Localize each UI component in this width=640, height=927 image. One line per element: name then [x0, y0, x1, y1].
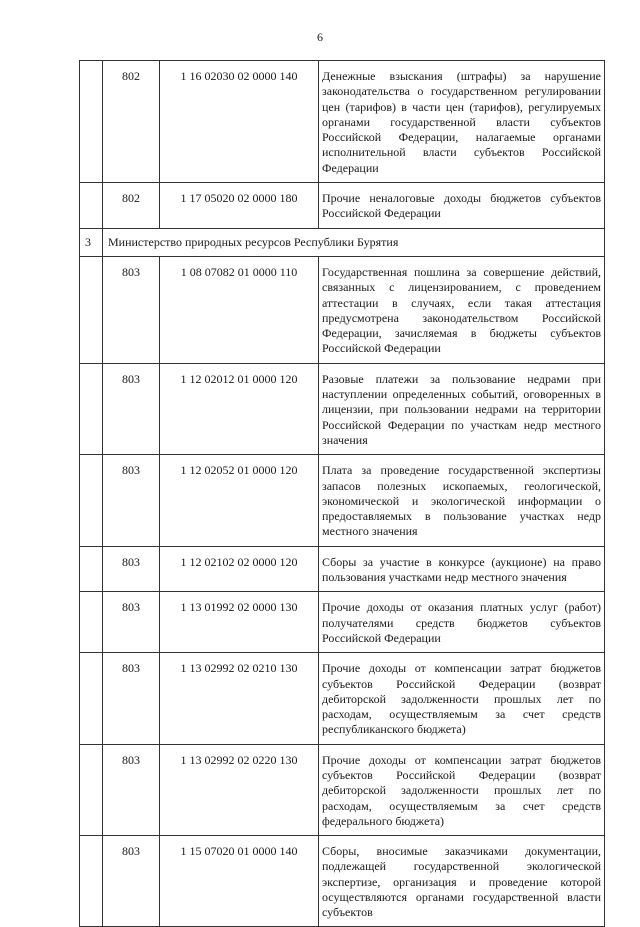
- row-number: [80, 61, 103, 183]
- budget-classification-code: 1 12 02012 01 0000 120: [160, 363, 319, 454]
- budget-classification-code: 1 13 02992 02 0220 130: [160, 744, 319, 835]
- revenue-codes-table: [79, 60, 605, 927]
- revenue-description: Сборы, вносимые заказчиками документации, подлежащей государственной экологической экспертизе, организация и проведение которой осуществляются органами государственной власти субъектов: [319, 836, 605, 926]
- row-number: [80, 653, 103, 744]
- revenue-description: Государственная пошлина за совершение действий, связанных с лицензированием, с проведением аттестации в случаях, если такая аттестация предусмотрена законодательством Российской Федерации, зачисляемая в бюджеты субъектов Российской Федерации: [319, 256, 605, 363]
- row-number: [80, 363, 103, 454]
- organization-row: [80, 228, 605, 256]
- admin-code: 803: [103, 363, 160, 454]
- table-row: [80, 592, 605, 653]
- revenue-description: Плата за проведение государственной экспертизы запасов полезных ископаемых, геологической, экономической и экологической информации о предоставляемых в пользование участках недр местного значения: [319, 455, 605, 546]
- revenue-description: Прочие доходы от оказания платных услуг (работ) получателями средств бюджетов субъектов Российской Федерации: [319, 592, 605, 653]
- admin-code: 803: [103, 546, 160, 592]
- budget-classification-code: 1 12 02102 02 0000 120: [160, 546, 319, 592]
- admin-code: 803: [103, 256, 160, 363]
- budget-classification-code: 1 08 07082 01 0000 110: [160, 256, 319, 363]
- admin-code: 803: [103, 744, 160, 835]
- row-number: [80, 546, 103, 592]
- table-row: [80, 744, 605, 835]
- revenue-description: Прочие доходы от компенсации затрат бюджетов субъектов Российской Федерации (возврат дебиторской задолженности прошлых лет по расходам, осуществляемым за счет средств республиканского бюджета): [319, 653, 605, 744]
- budget-classification-code: 1 15 07020 01 0000 140: [160, 836, 319, 926]
- table-row: [80, 183, 605, 229]
- budget-classification-code: 1 17 05020 02 0000 180: [160, 183, 319, 229]
- row-number: [80, 744, 103, 835]
- row-number: [80, 256, 103, 363]
- table-row: [80, 61, 605, 183]
- table-row: [80, 363, 605, 454]
- budget-classification-code: 1 13 01992 02 0000 130: [160, 592, 319, 653]
- budget-classification-code: 1 13 02992 02 0210 130: [160, 653, 319, 744]
- revenue-description: Разовые платежи за пользование недрами при наступлении определенных событий, оговоренных в лицензии, при пользовании недрами на территории Российской Федерации по участкам недр местного значения: [319, 363, 605, 454]
- page-number: 6: [317, 30, 323, 44]
- admin-code: 803: [103, 836, 160, 926]
- budget-classification-code: 1 16 02030 02 0000 140: [160, 61, 319, 183]
- revenue-description: Денежные взыскания (штрафы) за нарушение законодательства о государственном регулировании цен (тарифов) в части цен (тарифов), регулируемых органами государственной власти субъектов Российской Федерации, налагаемые органами исполнительной власти субъектов Российской Федерации: [319, 61, 605, 183]
- organization-name: Министерство природных ресурсов Республики Бурятия: [103, 228, 605, 256]
- admin-code: 803: [103, 592, 160, 653]
- revenue-description: Прочие неналоговые доходы бюджетов субъектов Российской Федерации: [319, 183, 605, 229]
- admin-code: 803: [103, 455, 160, 546]
- budget-classification-code: 1 12 02052 01 0000 120: [160, 455, 319, 546]
- table-row: [80, 256, 605, 363]
- revenue-description: Прочие доходы от компенсации затрат бюджетов субъектов Российской Федерации (возврат дебиторской задолженности прошлых лет по расходам, осуществляемым за счет средств федерального бюджета): [319, 744, 605, 835]
- row-number: [80, 183, 103, 229]
- admin-code: 802: [103, 183, 160, 229]
- revenue-description: Сборы за участие в конкурсе (аукционе) на право пользования участками недр местного значения: [319, 546, 605, 592]
- row-number: [80, 836, 103, 926]
- table-row: [80, 455, 605, 546]
- table-row: [80, 546, 605, 592]
- admin-code: 802: [103, 61, 160, 183]
- table-row: [80, 836, 605, 926]
- table-row: [80, 653, 605, 744]
- admin-code: 803: [103, 653, 160, 744]
- row-number: 3: [80, 228, 103, 256]
- row-number: [80, 455, 103, 546]
- row-number: [80, 592, 103, 653]
